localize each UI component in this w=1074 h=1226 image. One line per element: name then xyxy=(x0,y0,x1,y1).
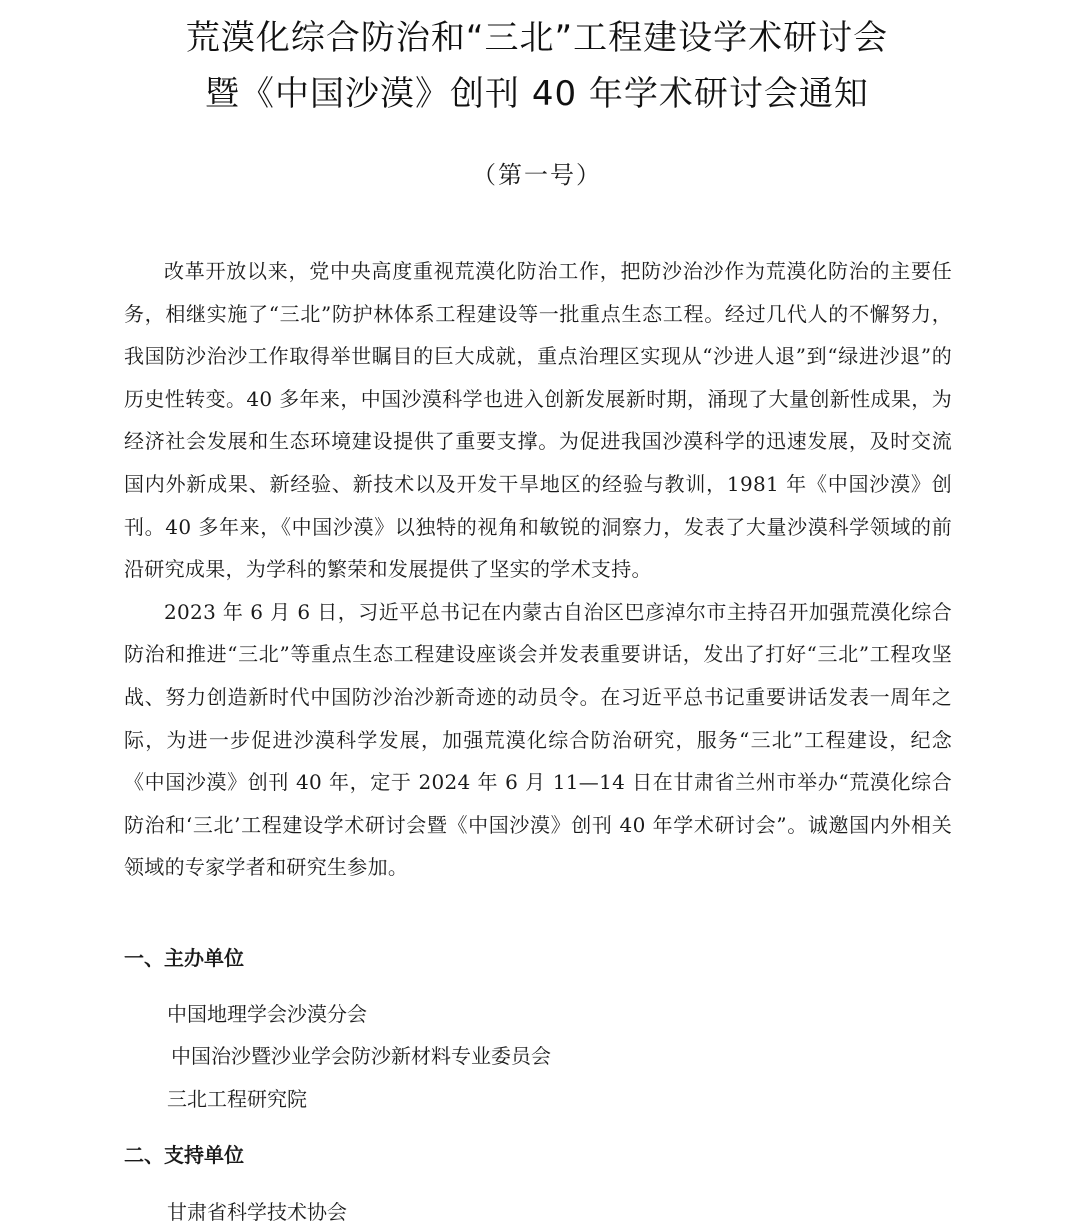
body-paragraph-1: 改革开放以来，党中央高度重视荒漠化防治工作，把防沙治沙作为荒漠化防治的主要任务，相继实施了“三北”防护林体系工程建设等一批重点生态工程。经过几代人的不懈努力，我国防沙治沙工作取得举世瞩目的巨大成就，重点治理区实现从“沙进人退”到“绿进沙退”的历史性转变。40 多年来，中国沙漠科学也进入创新发展新时期，涌现了大量创新性成果，为经济社会发展和生态环境建设提供了重要支撑。为促进我国沙漠科学的迅速发展，及时交流国内外新成果、新经验、新技术以及开发干旱地区的经验与教训，1981 年《中国沙漠》创刊。40 多年来，《中国沙漠》以独特的视角和敏锐的洞察力，发表了大量沙漠科学领域的前沿研究成果，为学科的繁荣和发展提供了坚实的学术支持。 xyxy=(124,259,952,582)
issue-number: （第一号） xyxy=(472,161,602,189)
document-title-line-1: 荒漠化综合防治和“三北”工程建设学术研讨会 xyxy=(185,18,889,58)
body-paragraph-2: 2023 年 6 月 6 日，习近平总书记在内蒙古自治区巴彦淖尔市主持召开加强荒漠化综合防治和推进“三北”等重点生态工程建设座谈会并发表重要讲话，发出了打好“三北”工程攻坚战、努力创造新时代中国防沙治沙新奇迹的动员令。在习近平总书记重要讲话发表一周年之际，为进一步促进沙漠科学发展，加强荒漠化综合防治研究，服务“三北”工程建设，纪念《中国沙漠》创刊 40 年，定于 2024 年 6 月 11—14 日在甘肃省兰州市举办“荒漠化综合防治和‘三北’工程建设学术研讨会暨《中国沙漠》创刊 40 年学术研讨会”。诚邀国内外相关领域的专家学者和研究生参加。 xyxy=(124,599,952,880)
document-body xyxy=(124,250,952,889)
organizer-item: 中国地理学会沙漠分会 xyxy=(167,1002,367,1026)
organizer-item: 中国治沙暨沙业学会防沙新材料专业委员会 xyxy=(171,1044,551,1068)
document-title-line-2: 暨《中国沙漠》创刊 40 年学术研讨会通知 xyxy=(205,74,869,114)
supporter-item: 甘肃省科学技术协会 xyxy=(167,1200,347,1224)
section-heading-supporters: 二、支持单位 xyxy=(124,1143,244,1167)
organizer-item: 三北工程研究院 xyxy=(167,1087,307,1111)
section-heading-organizers: 一、主办单位 xyxy=(124,946,244,970)
